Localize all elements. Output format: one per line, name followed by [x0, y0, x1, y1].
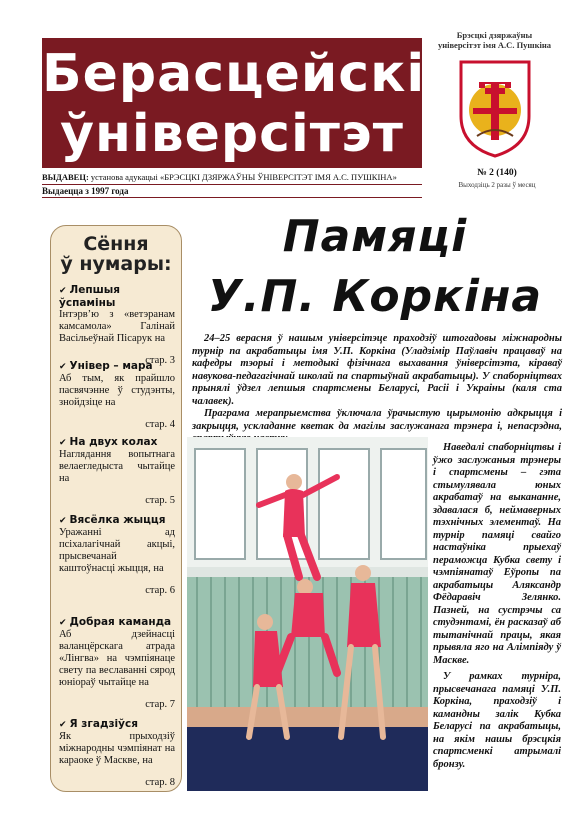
checkmark-icon: ✔	[59, 618, 67, 628]
contents-item[interactable]	[59, 360, 175, 431]
university-name-line2: універсітэт імя А.С. Пушкіна	[437, 40, 552, 50]
contents-item-text: Як прыходзіў міжнародны чэмпіянат на караоке ў Маскве, на	[59, 731, 175, 766]
contents-sidebar	[50, 225, 182, 792]
university-emblem-icon	[455, 58, 535, 158]
contents-item[interactable]	[59, 718, 175, 789]
university-name-line1: Брэсцкі дзяржаўны	[456, 30, 533, 40]
contents-item-page: стар. 5	[145, 495, 175, 506]
contents-item-page: стар. 7	[145, 699, 175, 710]
contents-item-text: Аб тым, як прайшло пасвячэнне ў студэнты, знойдзіце на	[59, 373, 175, 408]
masthead-title-line1: Берасцейскі	[42, 44, 426, 104]
article-lead	[192, 333, 562, 446]
publisher-text: установа адукацыі «БРЭСЦКІ ДЗЯРЖАЎНЫ ЎНІВЕРСІТЭТ ІМЯ А.С. ПУШКІНА»	[90, 172, 397, 182]
contents-title-line1: Сёння	[83, 233, 149, 255]
checkmark-icon: ✔	[59, 438, 67, 448]
headline-line2: У.П. Коркіна	[207, 271, 543, 322]
masthead-title-line2: ўніверсітэт	[60, 104, 404, 164]
contents-item[interactable]	[59, 514, 175, 597]
university-name	[432, 30, 557, 50]
contents-item[interactable]	[59, 284, 175, 367]
checkmark-icon: ✔	[59, 720, 67, 730]
acrobatics-photo	[187, 437, 428, 791]
contents-item-page: стар. 8	[145, 777, 175, 788]
article-headline	[190, 207, 560, 327]
contents-item-text: Наглядання вопытнага велаегледыста чытайце на	[59, 449, 175, 484]
contents-item-page: стар. 4	[145, 419, 175, 430]
checkmark-icon: ✔	[59, 362, 67, 372]
column-paragraph: У рамках турніра, прысвечанага памяці У.П. Коркіна, праходзіў і камандны залік Кубка Беларусі па акрабатыцы, на якім нашы брэсцкія спартсменкі атрымалі бронзу.	[433, 671, 561, 770]
contents-item-text: Інтэрв’ю з «ветэранам камсамола» Галінай Васільеўнай Пісарук на	[59, 309, 175, 344]
publisher-info	[42, 172, 462, 183]
contents-item-heading: На двух колах	[69, 436, 158, 448]
contents-item-page: стар. 3	[145, 355, 175, 366]
contents-item-page: стар. 6	[145, 585, 175, 596]
column-paragraph: Наведалі спаборніцтвы і ўжо заслужаныя трэнеры і спартсмены – гэта стымулявала юных акрабатаў на выкананне, здавалася б, неймаверных тэхнічных элементаў. На турнір памяці свайго настаўніка прыехаў пераможца Кубка свету і чэмпіянатаў Еўропы па акрабатыцы Аляксандр Фёдаравіч Зелянко. Пазней, на сустрэчы са студэнтамі, ён расказаў аб тытанічнай працы, якая прывяла яго на Алімпіяду ў Маскве.	[433, 442, 561, 666]
contents-item-heading: Добрая каманда	[69, 616, 172, 628]
contents-item-text: Аб дзейнасці валанцёрскага атрада «Лінгва» на чэмпіянаце свету па веславанні сярод юніораў чытайце на	[59, 629, 175, 688]
contents-item-heading: Лепшыя ўспаміны	[59, 284, 121, 309]
lead-paragraph: Праграма мерапрыемства ўключала ўрачыстую цырымонію адкрыцця і закрыцця, ускладанне кветак да магілы заслужанага трэнера і, непасрэдна,	[192, 408, 562, 432]
checkmark-icon: ✔	[59, 516, 67, 526]
masthead	[42, 38, 426, 168]
published-since: Выдаецца з 1997 года	[42, 184, 422, 198]
article-column	[433, 442, 561, 771]
contents-item[interactable]	[59, 436, 175, 507]
issue-number: № 2 (140)	[477, 168, 517, 178]
publisher-label: ВЫДАВЕЦ:	[42, 172, 89, 182]
contents-item-heading: Універ – мара	[69, 360, 153, 372]
contents-item-text: Уражанні ад псіхалагічнай акцыі, прысвечанай каштоўнасці жыцця, на	[59, 527, 175, 574]
issue-frequency: Выходзіць 2 разы ў месяц	[458, 181, 536, 189]
contents-title	[51, 234, 181, 274]
contents-item-heading: Я згадзіўся	[69, 718, 138, 730]
contents-item-heading: Вясёлка жыцця	[69, 514, 166, 526]
headline-line1: Памяці	[282, 211, 468, 262]
contents-item[interactable]	[59, 616, 175, 711]
checkmark-icon: ✔	[59, 286, 67, 296]
contents-title-line2: ў нумары:	[60, 253, 172, 275]
lead-paragraph: 24–25 верасня ў нашым універсітэце праходзіў штогадовы міжнародны турнір па акрабатыцы імя У.П. Коркіна (Уладзімір Паўлавіч працаваў на кафедры тэорыі і методыкі фізічнага выхавання ўніверсітэта, кіраваў навукова-педагагічнай школай па спартыўнай акрабатыцы). У спаборніцтвах прынялі ўдзел лепшыя спартсмены Беларусі, Расіі і Украіны (каля ста чалавек).	[192, 333, 562, 407]
